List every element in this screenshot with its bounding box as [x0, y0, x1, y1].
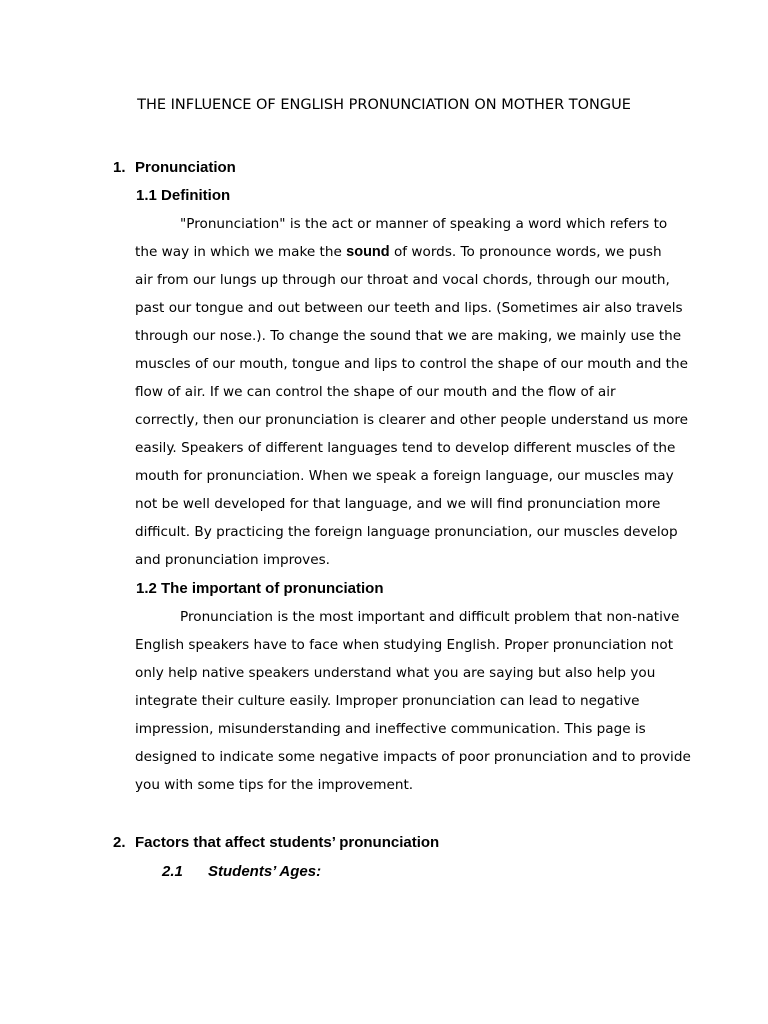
- subsection-1-1-heading: 1.1 Definition: [136, 187, 231, 204]
- paragraph-line: and pronunciation improves.: [135, 552, 330, 568]
- paragraph-line: only help native speakers understand what you are saying but also help you: [135, 665, 656, 681]
- paragraph-line: impression, misunderstanding and ineffective communication. This page is: [135, 721, 646, 737]
- section-2-heading: [113, 834, 439, 852]
- importance-paragraph: [135, 603, 695, 799]
- paragraph-line: easily. Speakers of different languages tend to develop different muscles of the: [135, 440, 676, 456]
- paragraph-line: you with some tips for the improvement.: [135, 777, 414, 793]
- paragraph-line: English speakers have to face when studying English. Proper pronunciation not: [135, 637, 674, 653]
- line-text: of words. To pronounce words, we push: [389, 244, 662, 260]
- subsection-2-1-number: 2.1: [162, 863, 183, 880]
- paragraph-line: muscles of our mouth, tongue and lips to control the shape of our mouth and the: [135, 356, 688, 372]
- paragraph-line: "Pronunciation" is the act or manner of speaking a word which refers to: [180, 216, 668, 232]
- subsection-2-1-title: Students’ Ages:: [208, 863, 322, 880]
- paragraph-line: Pronunciation is the most important and difficult problem that non-native: [180, 609, 680, 625]
- paragraph-line: difficult. By practicing the foreign language pronunciation, our muscles develop: [135, 524, 678, 540]
- paragraph-line: designed to indicate some negative impacts of poor pronunciation and to provide: [135, 749, 691, 765]
- subsection-1-2-heading: 1.2 The important of pronunciation: [136, 580, 384, 597]
- section-1-heading: [113, 159, 236, 177]
- document-title: THE INFLUENCE OF ENGLISH PRONUNCIATION ON MOTHER TONGUE: [137, 97, 631, 113]
- paragraph-line: past our tongue and out between our teeth and lips. (Sometimes air also travels: [135, 300, 683, 316]
- bold-term: sound: [346, 244, 390, 260]
- line-text: the way in which we make the: [135, 244, 347, 260]
- paragraph-line: mouth for pronunciation. When we speak a foreign language, our muscles may: [135, 468, 674, 484]
- section-2-title: Factors that affect students’ pronunciation: [135, 834, 440, 851]
- section-1-number: 1.: [113, 159, 126, 176]
- section-1-title: Pronunciation: [135, 159, 236, 176]
- subsection-2-1-heading: [162, 863, 321, 881]
- definition-paragraph: [135, 210, 695, 574]
- paragraph-line: [135, 238, 695, 266]
- paragraph-line: air from our lungs up through our throat and vocal chords, through our mouth,: [135, 272, 670, 288]
- section-2-number: 2.: [113, 834, 126, 851]
- paragraph-line: flow of air. If we can control the shape of our mouth and the flow of air: [135, 384, 616, 400]
- paragraph-line: through our nose.). To change the sound that we are making, we mainly use the: [135, 328, 682, 344]
- paragraph-line: not be well developed for that language, and we will find pronunciation more: [135, 496, 661, 512]
- paragraph-line: integrate their culture easily. Improper pronunciation can lead to negative: [135, 693, 640, 709]
- paragraph-line: correctly, then our pronunciation is clearer and other people understand us more: [135, 412, 689, 428]
